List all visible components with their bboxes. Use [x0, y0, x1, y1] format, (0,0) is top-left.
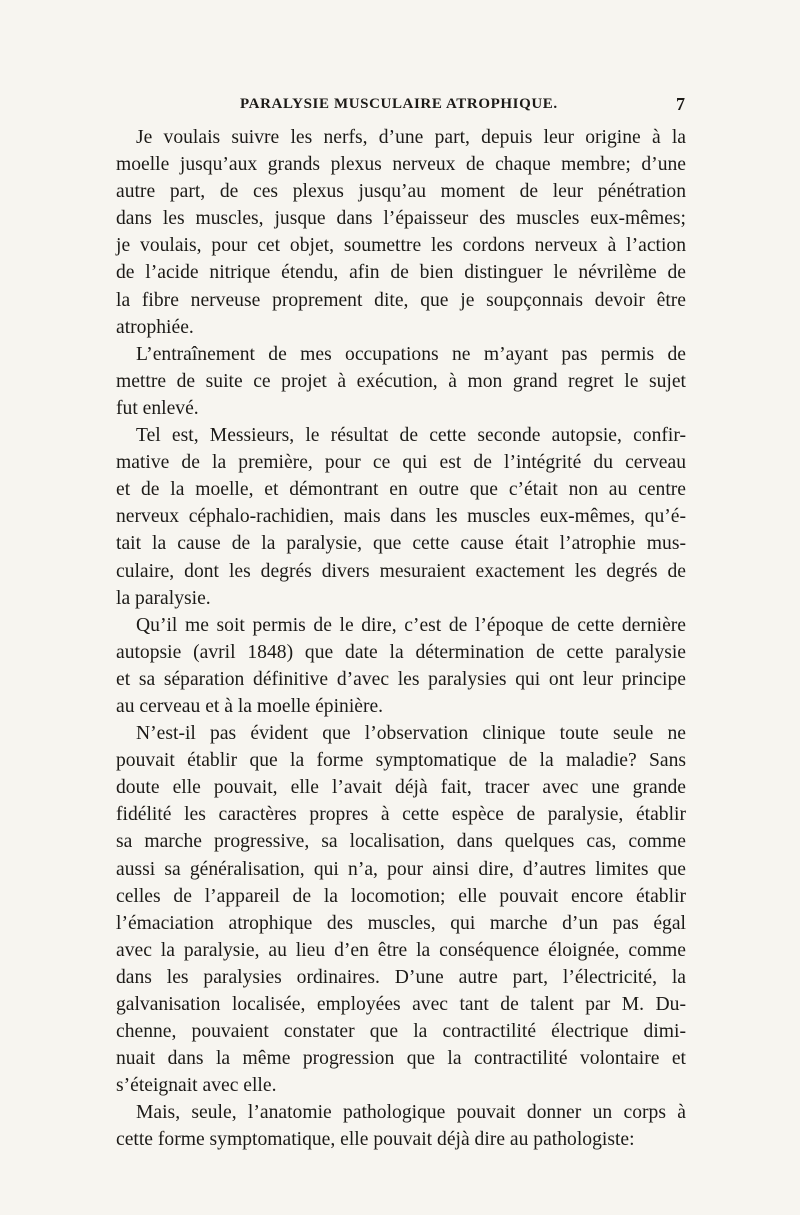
text-line: Mais, seule, l’anatomie pathologique pouvait donner un corps à	[136, 1102, 686, 1124]
text-line: galvanisation localisée, employées avec tant de talent par M. Du-	[116, 994, 686, 1015]
text-line: mettre de suite ce projet à exécution, à mon grand regret le sujet	[116, 370, 686, 392]
text-line: atrophiée.	[116, 316, 194, 338]
text-line: dans les muscles, jusque dans l’épaisseur des muscles eux-mêmes;	[116, 208, 686, 230]
text-line: s’éteignait avec elle.	[116, 1075, 277, 1097]
text-line: la paralysie.	[116, 587, 211, 609]
text-line: aussi sa généralisation, qui n’a, pour ainsi dire, d’autres limites que	[116, 858, 686, 880]
text-line: de l’acide nitrique étendu, afin de bien distinguer le névrilème de	[116, 262, 686, 284]
text-line: culaire, dont les degrés divers mesuraient exactement les degrés de	[116, 560, 686, 582]
text-line: avec la paralysie, au lieu d’en être la conséquence éloignée, comme	[116, 939, 686, 961]
text-line: pouvait établir que la forme symptomatique de la maladie? Sans	[116, 750, 686, 772]
text-line: sa marche progressive, sa localisation, dans quelques cas, comme	[116, 831, 686, 853]
text-line: Qu’il me soit permis de le dire, c’est de l’époque de cette dernière	[136, 614, 686, 636]
text-line: Tel est, Messieurs, le résultat de cette seconde autopsie, confir-	[136, 425, 686, 447]
text-line: au cerveau et à la moelle épinière.	[116, 695, 384, 717]
text-line: l’émaciation atrophique des muscles, qui marche d’un pas égal	[116, 912, 686, 934]
text-line: celles de l’appareil de la locomotion; elle pouvait encore établir	[116, 885, 686, 907]
paragraph	[116, 1099, 686, 1153]
text-line: doute elle pouvait, elle l’avait déjà fait, tracer avec une grande	[116, 777, 686, 799]
text-line: chenne, pouvaient constater que la contractilité électrique dimi-	[116, 1021, 686, 1043]
text-line: autopsie (avril 1848) que date la détermination de cette paralysie	[116, 641, 686, 663]
text-line: nerveux céphalo-rachidien, mais dans les muscles eux-mêmes, qu’é-	[116, 506, 686, 528]
text-line: dans les paralysies ordinaires. D’une autre part, l’électricité, la	[116, 966, 686, 988]
text-line: je voulais, pour cet objet, soumettre les cordons nerveux à l’action	[116, 235, 686, 257]
text-line: tait la cause de la paralysie, que cette cause était l’atrophie mus-	[116, 533, 686, 555]
text-line: cette forme symptomatique, elle pouvait déjà dire au pathologiste:	[116, 1129, 635, 1151]
text-line: et de la moelle, et démontrant en outre que c’était non au centre	[116, 479, 686, 501]
text-line: la fibre nerveuse proprement dite, que je soupçonnais devoir être	[116, 289, 686, 311]
text-line: autre part, de ces plexus jusqu’au moment de leur pénétration	[116, 181, 686, 203]
page-number: 7	[676, 94, 685, 114]
page-header	[110, 94, 685, 120]
paragraph	[116, 612, 686, 720]
text-line: Je voulais suivre les nerfs, d’une part, depuis leur origine à la	[136, 127, 686, 148]
text-line: fut enlevé.	[116, 397, 199, 419]
text-line: et sa séparation définitive d’avec les paralysies qui ont leur principe	[116, 668, 686, 690]
text-line: L’entraînement de mes occupations ne m’ayant pas permis de	[136, 343, 686, 365]
text-line: nuait dans la même progression que la contractilité volontaire et	[116, 1048, 686, 1070]
text-line: fidélité les caractères propres à cette espèce de paralysie, établir	[116, 804, 686, 826]
paragraph	[116, 422, 686, 612]
text-line: mative de la première, pour ce qui est de l’intégrité du cerveau	[116, 452, 686, 474]
text-line: N’est-il pas évident que l’observation clinique toute seule ne	[136, 723, 686, 745]
running-title: PARALYSIE MUSCULAIRE ATROPHIQUE.	[240, 96, 558, 112]
text-line: moelle jusqu’aux grands plexus nerveux de chaque membre; d’une	[116, 154, 686, 176]
paragraph	[116, 720, 686, 1099]
paragraph	[116, 341, 686, 422]
body-text	[116, 124, 686, 1154]
paragraph	[116, 124, 686, 341]
